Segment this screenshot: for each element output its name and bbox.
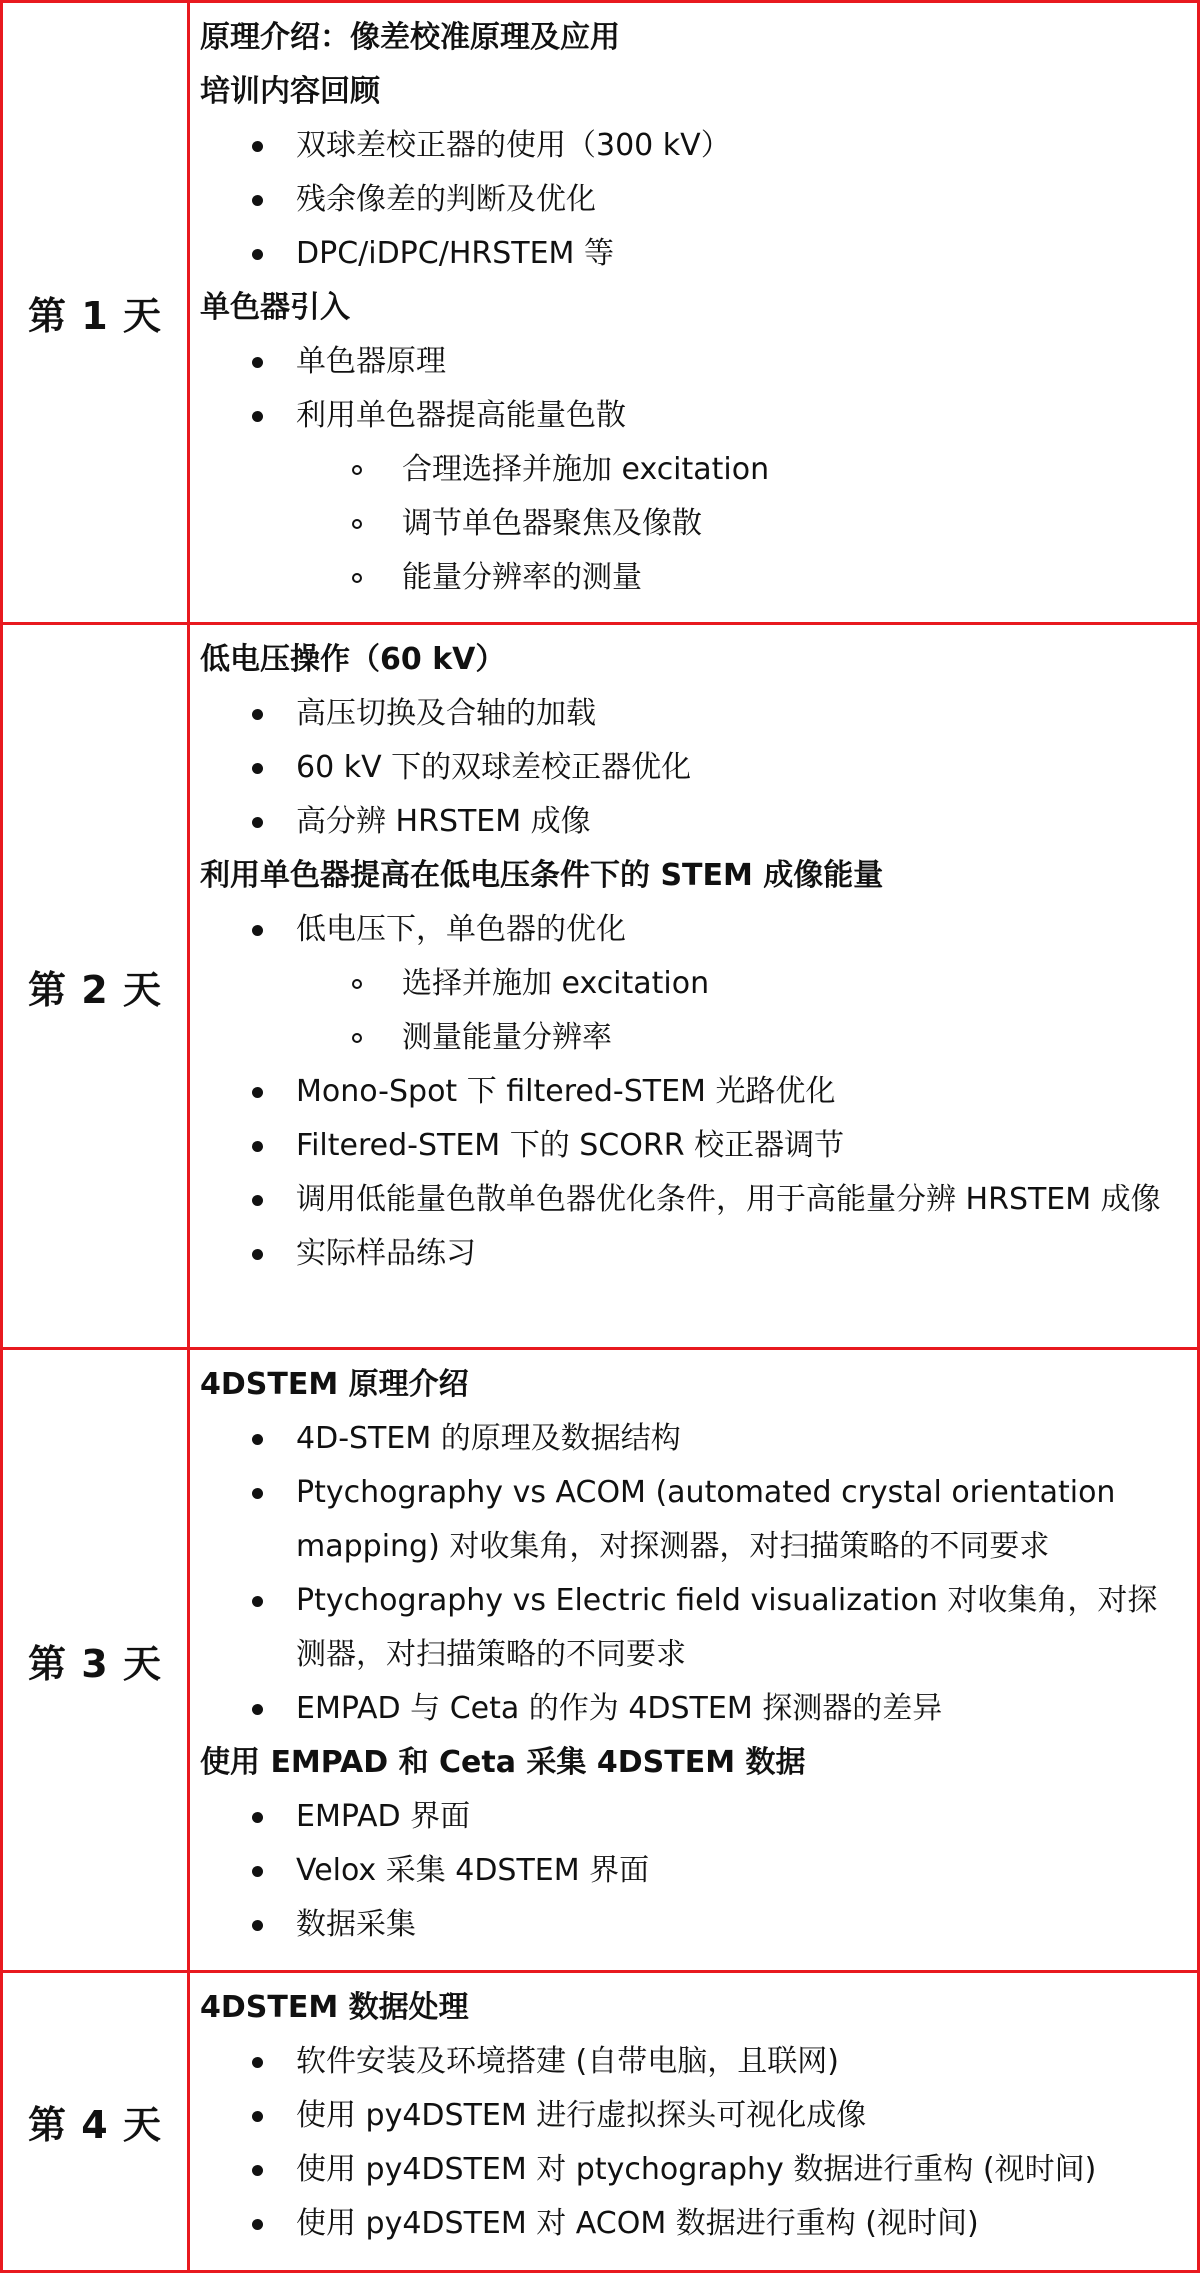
list-item [200, 2197, 1187, 2251]
list-item [200, 1173, 1187, 1227]
day-row [2, 1349, 1199, 1972]
section-title: 利用单色器提高在低电压条件下的 STEM 成像能量 [200, 858, 884, 893]
list-item-text: EMPAD 与 Ceta 的作为 4DSTEM 探测器的差异 [296, 1691, 943, 1726]
bullet-list [200, 1790, 1187, 1952]
sub-bullet-list [200, 443, 1187, 605]
list-item [200, 1682, 1187, 1736]
section-title: 单色器引入 [200, 290, 350, 325]
list-item-text: Filtered-STEM 下的 SCORR 校正器调节 [296, 1128, 845, 1163]
list-item [200, 687, 1187, 741]
list-item-text: 单色器原理 [296, 344, 446, 379]
list-item-text: 利用单色器提高能量色散 [296, 398, 626, 433]
list-item [200, 1574, 1187, 1682]
sub-list-item: 合理选择并施加 excitation [200, 443, 1187, 497]
section-title: 低电压操作（60 kV） [200, 642, 506, 677]
day-content [189, 1972, 1199, 2272]
day-label: 第 4 天 [2, 1972, 189, 2272]
section-title: 使用 EMPAD 和 Ceta 采集 4DSTEM 数据 [200, 1745, 806, 1780]
day-row [2, 2, 1199, 624]
list-item [200, 1790, 1187, 1844]
list-item-text: 60 kV 下的双球差校正器优化 [296, 750, 692, 785]
list-item-text: 使用 py4DSTEM 对 ptychography 数据进行重构 (视时间) [296, 2152, 1097, 2187]
list-item [200, 389, 1187, 605]
day-row [2, 624, 1199, 1349]
list-item [200, 227, 1187, 281]
list-item [200, 1844, 1187, 1898]
list-item [200, 2089, 1187, 2143]
section-title: 4DSTEM 原理介绍 [200, 1367, 469, 1402]
list-item [200, 335, 1187, 389]
sub-list-item: 测量能量分辨率 [200, 1011, 1187, 1065]
day-content [189, 624, 1199, 1349]
day-content [189, 1349, 1199, 1972]
list-item-text: 实际样品练习 [296, 1236, 476, 1271]
list-item-text: DPC/iDPC/HRSTEM 等 [296, 236, 614, 271]
list-item-text: 高分辨 HRSTEM 成像 [296, 804, 591, 839]
list-item-text: 调用低能量色散单色器优化条件，用于高能量分辨 HRSTEM 成像 [296, 1182, 1161, 1217]
list-item [200, 795, 1187, 849]
bullet-list [200, 2035, 1187, 2251]
list-item [200, 1466, 1187, 1574]
list-item [200, 1227, 1187, 1281]
list-item [200, 173, 1187, 227]
list-item [200, 2143, 1187, 2197]
bullet-list [200, 903, 1187, 1281]
list-item-text: 使用 py4DSTEM 对 ACOM 数据进行重构 (视时间) [296, 2206, 979, 2241]
list-item-text: Velox 采集 4DSTEM 界面 [296, 1853, 650, 1888]
day-content [189, 2, 1199, 624]
list-item-text: 软件安装及环境搭建 (自带电脑，且联网) [296, 2044, 839, 2079]
list-item [200, 1119, 1187, 1173]
schedule-body [2, 2, 1199, 2272]
sub-list-item: 能量分辨率的测量 [200, 551, 1187, 605]
list-item [200, 2035, 1187, 2089]
list-item [200, 741, 1187, 795]
bullet-list [200, 335, 1187, 605]
list-item-text: Ptychography vs Electric field visualization 对收集角，对探测器，对扫描策略的不同要求 [296, 1583, 1158, 1672]
list-item-text: EMPAD 界面 [296, 1799, 471, 1834]
section-title: 4DSTEM 数据处理 [200, 1990, 469, 2025]
list-item [200, 1898, 1187, 1952]
sub-list-item: 选择并施加 excitation [200, 957, 1187, 1011]
list-item-text: 高压切换及合轴的加载 [296, 696, 596, 731]
sub-bullet-list [200, 957, 1187, 1065]
list-item [200, 903, 1187, 1065]
section-title: 培训内容回顾 [200, 74, 380, 109]
bullet-list [200, 1412, 1187, 1736]
list-item [200, 1065, 1187, 1119]
sub-list-item: 调节单色器聚焦及像散 [200, 497, 1187, 551]
list-item-text: 残余像差的判断及优化 [296, 182, 596, 217]
list-item-text: 4D-STEM 的原理及数据结构 [296, 1421, 681, 1456]
list-item [200, 1412, 1187, 1466]
bullet-list [200, 119, 1187, 281]
list-item-text: Mono-Spot 下 filtered-STEM 光路优化 [296, 1074, 836, 1109]
day-label: 第 1 天 [2, 2, 189, 624]
day-row [2, 1972, 1199, 2272]
day-label: 第 2 天 [2, 624, 189, 1349]
list-item-text: 数据采集 [296, 1907, 416, 1942]
section-title: 原理介绍：像差校准原理及应用 [200, 20, 620, 55]
list-item-text: 双球差校正器的使用（300 kV） [296, 128, 731, 163]
list-item-text: 使用 py4DSTEM 进行虚拟探头可视化成像 [296, 2098, 867, 2133]
bullet-list [200, 687, 1187, 849]
list-item [200, 119, 1187, 173]
list-item-text: Ptychography vs ACOM (automated crystal orientation mapping) 对收集角，对探测器，对扫描策略的不同要求 [296, 1475, 1116, 1564]
day-label: 第 3 天 [2, 1349, 189, 1972]
list-item-text: 低电压下，单色器的优化 [296, 912, 626, 947]
